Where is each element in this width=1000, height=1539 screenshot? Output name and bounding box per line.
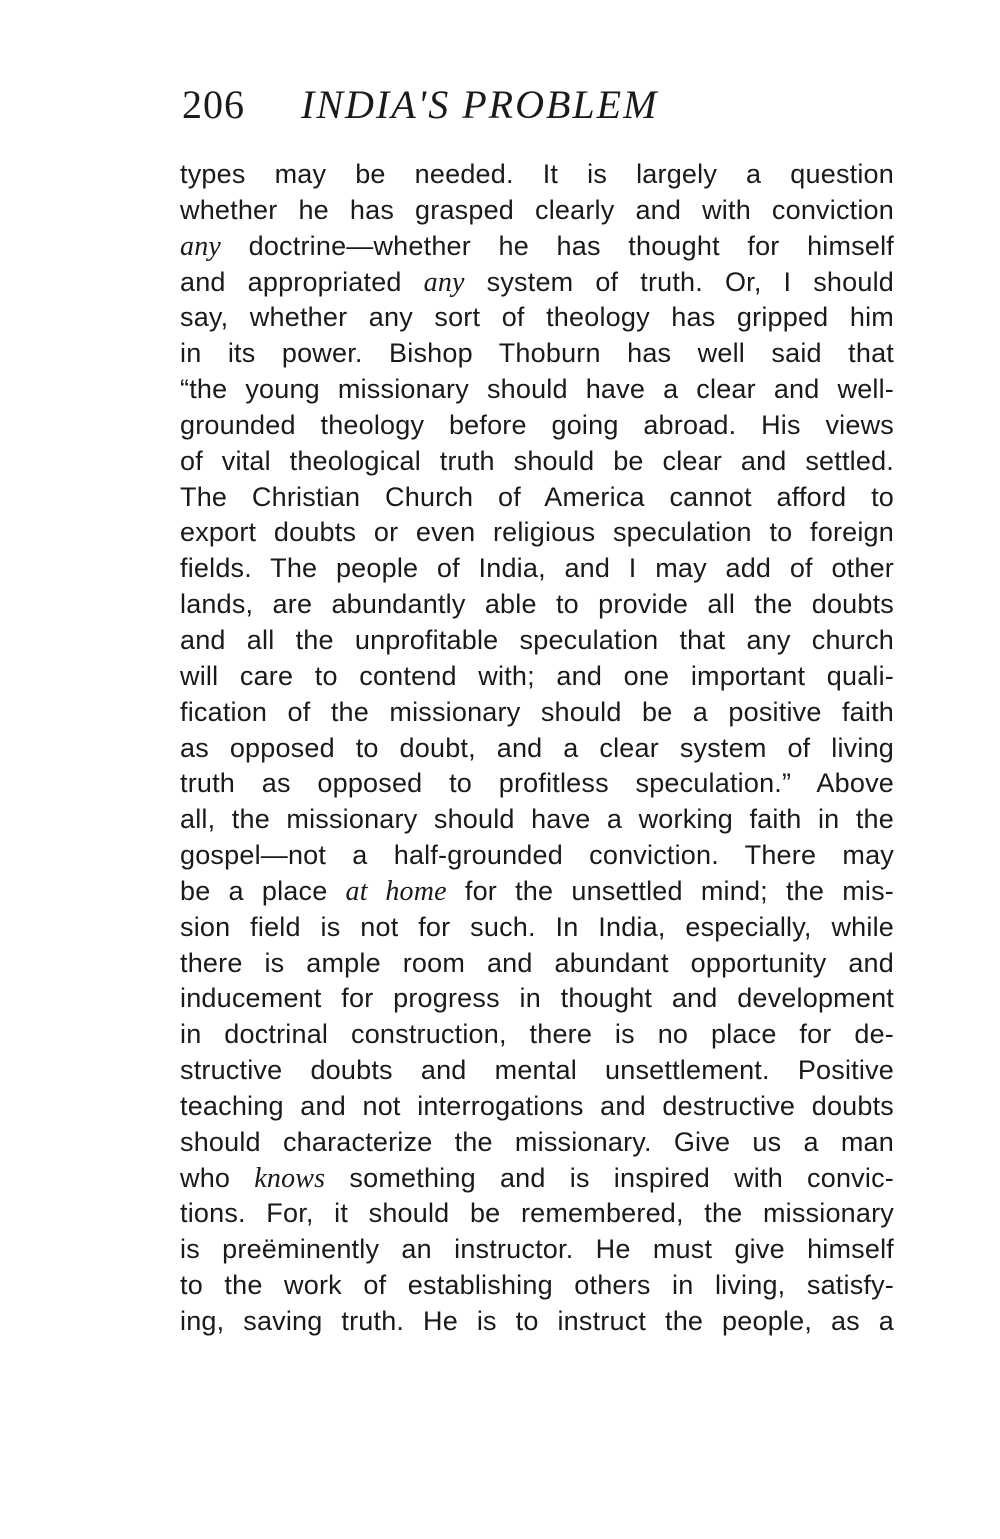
- text-segment: tions. For, it should be remembered, the missionary: [180, 1198, 894, 1229]
- body-text: [180, 157, 894, 1340]
- running-title: INDIA'S PROBLEM: [301, 82, 659, 127]
- text-line: [180, 623, 894, 659]
- text-line: [180, 1125, 894, 1161]
- text-segment: fication of the missionary should be a positive faith: [180, 696, 894, 727]
- text-segment: doctrine—whether he has thought for himself: [221, 230, 894, 261]
- text-segment: for the unsettled mind; the mis-: [446, 875, 894, 906]
- text-segment: inducement for progress in thought and development: [180, 983, 894, 1014]
- text-segment: as opposed to doubt, and a clear system of living: [180, 732, 894, 763]
- text-line: [180, 300, 894, 336]
- text-segment: is preëminently an instructor. He must give himself: [180, 1234, 894, 1265]
- text-line: [180, 1053, 894, 1089]
- text-segment: of vital theological truth should be clear and settled.: [180, 445, 894, 476]
- text-line: [180, 766, 894, 802]
- text-line: [180, 1304, 894, 1340]
- text-segment: grounded theology before going abroad. His views: [180, 409, 894, 440]
- text-line: [180, 874, 894, 910]
- italic-emphasis: any: [180, 230, 222, 262]
- text-line: [180, 946, 894, 982]
- text-segment: in its power. Bishop Thoburn has well said that: [180, 338, 894, 369]
- text-segment: The Christian Church of America cannot afford to: [180, 481, 894, 512]
- text-segment: will care to contend with; and one important quali-: [180, 660, 894, 691]
- text-line: [180, 193, 894, 229]
- text-segment: something and is inspired with convic-: [325, 1162, 894, 1193]
- text-line: [180, 838, 894, 874]
- text-segment: gospel—not a half-grounded conviction. There may: [180, 840, 894, 871]
- text-line: [180, 731, 894, 767]
- text-line: [180, 587, 894, 623]
- text-segment: fields. The people of India, and I may add of other: [180, 553, 894, 584]
- text-segment: truth as opposed to profitless speculation.” Above: [180, 768, 894, 799]
- text-line: [180, 157, 894, 193]
- text-line: [180, 1268, 894, 1304]
- text-line: [180, 910, 894, 946]
- text-line: [180, 659, 894, 695]
- text-line: [180, 408, 894, 444]
- text-segment: system of truth. Or, I should: [464, 266, 894, 297]
- text-line: [180, 515, 894, 551]
- text-segment: be a place: [180, 875, 346, 906]
- text-segment: and appropriated: [180, 266, 424, 297]
- text-line: [180, 1089, 894, 1125]
- text-segment: ing, saving truth. He is to instruct the people, as a: [180, 1306, 894, 1336]
- text-line: [180, 1017, 894, 1053]
- text-line: [180, 480, 894, 516]
- text-segment: sion field is not for such. In India, especially, while: [180, 911, 894, 942]
- text-line: [180, 1232, 894, 1268]
- text-segment: export doubts or even religious speculation to foreign: [180, 517, 894, 548]
- text-line: [180, 265, 894, 301]
- text-line: [180, 551, 894, 587]
- text-segment: “the young missionary should have a clear and well-: [180, 374, 894, 405]
- text-segment: types may be needed. It is largely a question: [180, 159, 894, 189]
- text-line: [180, 229, 894, 265]
- italic-emphasis: at home: [345, 875, 447, 907]
- text-segment: lands, are abundantly able to provide all the doubts: [180, 589, 894, 620]
- text-segment: to the work of establishing others in living, satisfy-: [180, 1270, 894, 1301]
- text-segment: teaching and not interrogations and destructive doubts: [180, 1090, 894, 1121]
- running-head: [182, 80, 902, 130]
- text-line: [180, 372, 894, 408]
- text-segment: say, whether any sort of theology has gripped him: [180, 302, 894, 333]
- text-line: [180, 802, 894, 838]
- text-segment: all, the missionary should have a working faith in the: [180, 804, 894, 835]
- text-line: [180, 444, 894, 480]
- page-number: 206: [182, 82, 245, 127]
- text-segment: who: [180, 1162, 255, 1193]
- text-segment: and all the unprofitable speculation that any church: [180, 624, 894, 655]
- italic-emphasis: any: [423, 266, 465, 298]
- text-segment: should characterize the missionary. Give us a man: [180, 1126, 894, 1157]
- text-line: [180, 336, 894, 372]
- text-segment: whether he has grasped clearly and with conviction: [180, 194, 894, 225]
- text-line: [180, 1196, 894, 1232]
- text-line: [180, 981, 894, 1017]
- text-segment: in doctrinal construction, there is no place for de-: [180, 1019, 894, 1050]
- text-line: [180, 695, 894, 731]
- italic-emphasis: knows: [254, 1162, 326, 1194]
- text-segment: structive doubts and mental unsettlement. Positive: [180, 1055, 894, 1086]
- text-line: [180, 1161, 894, 1197]
- text-segment: there is ample room and abundant opportunity and: [180, 947, 894, 978]
